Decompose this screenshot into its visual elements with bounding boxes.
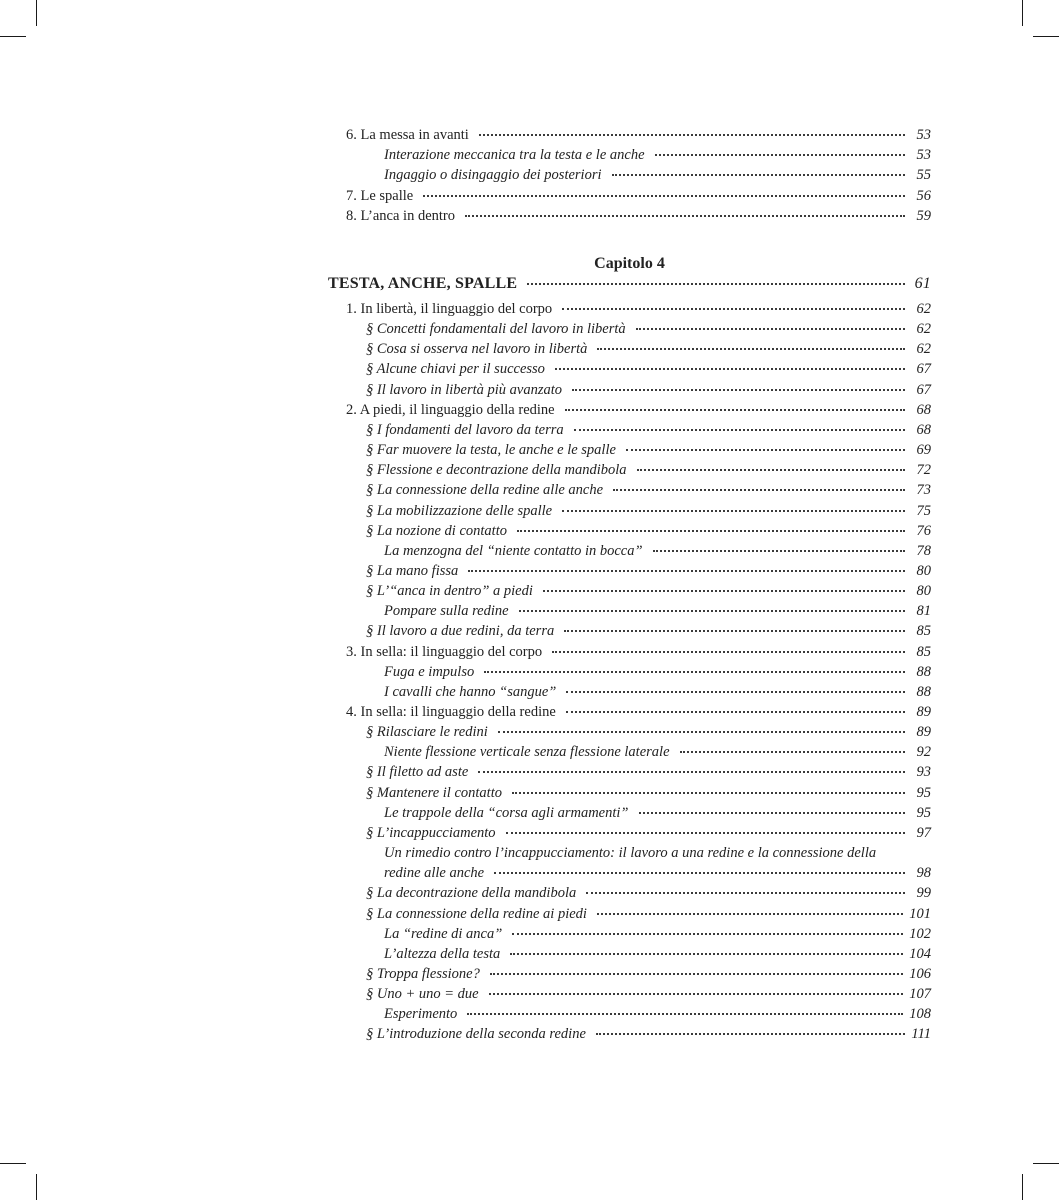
dot-leader bbox=[655, 154, 905, 156]
toc-entry[interactable] bbox=[346, 125, 931, 145]
toc-entry-title: redine alle anche bbox=[384, 865, 485, 882]
dot-leader bbox=[543, 590, 905, 592]
toc-entry[interactable] bbox=[366, 380, 931, 400]
toc-entry-title: § Rilasciare le redini bbox=[366, 724, 488, 741]
toc-entry[interactable] bbox=[384, 145, 931, 165]
dot-leader bbox=[564, 630, 905, 632]
toc-entry-title: § Uno + uno = due bbox=[366, 986, 479, 1003]
toc-entry-page-number: 95 bbox=[916, 804, 931, 821]
toc-entry-page-number: 104 bbox=[909, 945, 931, 962]
toc-entry-title: 7. Le spalle bbox=[346, 187, 414, 204]
toc-entry-page-number: 88 bbox=[916, 663, 931, 680]
toc-entry[interactable] bbox=[366, 1024, 931, 1044]
toc-entry[interactable] bbox=[384, 682, 931, 702]
toc-entry-title: Pompare sulla redine bbox=[384, 603, 509, 620]
dot-leader bbox=[510, 953, 903, 955]
toc-entry-page-number: 101 bbox=[909, 905, 931, 922]
dot-leader bbox=[527, 283, 905, 285]
toc-entry-page-number: 88 bbox=[916, 683, 931, 700]
toc-entry[interactable] bbox=[346, 206, 931, 226]
toc-entry-page-number: 107 bbox=[909, 986, 931, 1003]
toc-entry-title: Le trappole della “corsa agli armamenti” bbox=[384, 804, 629, 821]
toc-entry-title: § Mantenere il contatto bbox=[366, 784, 502, 801]
toc-entry[interactable] bbox=[366, 984, 931, 1004]
toc-entry-title: Ingaggio o disingaggio dei posteriori bbox=[384, 167, 602, 184]
toc-entry[interactable] bbox=[384, 803, 931, 823]
toc-entry-page-number: 108 bbox=[909, 1006, 931, 1023]
toc-entry-page-number: 61 bbox=[914, 275, 931, 292]
toc-entry[interactable] bbox=[366, 319, 931, 339]
dot-leader bbox=[489, 993, 904, 995]
toc-entry-page-number: 98 bbox=[916, 865, 931, 882]
toc-entry[interactable] bbox=[366, 621, 931, 641]
dot-leader bbox=[555, 368, 905, 370]
dot-leader bbox=[519, 610, 905, 612]
toc-entry-title: Niente flessione verticale senza flessione laterale bbox=[384, 744, 670, 761]
toc-entry-page-number: 53 bbox=[916, 147, 931, 164]
toc-entry-page-number: 67 bbox=[916, 361, 931, 378]
toc-entry[interactable] bbox=[346, 642, 931, 662]
chapter-heading: Capitolo 4 bbox=[594, 255, 665, 272]
toc-entry-title: L’altezza della testa bbox=[384, 945, 501, 962]
toc-entry-title: § La connessione della redine alle anche bbox=[366, 482, 604, 499]
toc-entry[interactable] bbox=[346, 299, 931, 319]
toc-entry-title: Esperimento bbox=[384, 1006, 458, 1023]
toc-entry-page-number: 62 bbox=[916, 341, 931, 358]
toc-entry-page-number: 72 bbox=[916, 462, 931, 479]
toc-entry[interactable] bbox=[366, 460, 931, 480]
toc-entry-page-number: 69 bbox=[916, 442, 931, 459]
toc-entry-title: 4. In sella: il linguaggio della redine bbox=[346, 704, 556, 720]
toc-entry-title-first-line: Un rimedio contro l’incappucciamento: il lavoro a una redine e la connessione della bbox=[384, 845, 877, 862]
toc-entry[interactable] bbox=[328, 274, 931, 294]
dot-leader bbox=[498, 731, 905, 733]
toc-entry[interactable] bbox=[346, 702, 931, 722]
dot-leader bbox=[613, 489, 905, 491]
toc-entry-title: § Il lavoro a due redini, da terra bbox=[366, 623, 555, 640]
toc-entry-page-number: 59 bbox=[916, 207, 931, 224]
dot-leader bbox=[636, 328, 905, 330]
toc-entry[interactable] bbox=[366, 420, 931, 440]
toc-entry-page-number: 93 bbox=[916, 764, 931, 781]
toc-entry-title: § Flessione e decontrazione della mandibola bbox=[366, 462, 627, 479]
toc-entry-page-number: 95 bbox=[916, 784, 931, 801]
toc-entry[interactable] bbox=[384, 944, 931, 964]
toc-entry[interactable] bbox=[384, 165, 931, 185]
toc-entry-page-number: 111 bbox=[911, 1026, 931, 1043]
toc-entry-title: § I fondamenti del lavoro da terra bbox=[366, 421, 564, 438]
toc-entry[interactable] bbox=[366, 783, 931, 803]
toc-entry-title: I cavalli che hanno “sangue” bbox=[384, 683, 557, 700]
dot-leader bbox=[494, 872, 905, 874]
toc-entry[interactable] bbox=[366, 883, 931, 903]
toc-entry[interactable] bbox=[366, 561, 931, 581]
dot-leader bbox=[574, 429, 905, 431]
toc-entry-page-number: 102 bbox=[909, 925, 931, 942]
toc-entry-title: La menzogna del “niente contatto in bocca” bbox=[384, 542, 643, 559]
toc-entry-page-number: 89 bbox=[916, 724, 931, 741]
dot-leader bbox=[637, 469, 905, 471]
dot-leader bbox=[566, 711, 905, 713]
toc-entry-page-number: 99 bbox=[916, 885, 931, 902]
toc-entry-title: § La decontrazione della mandibola bbox=[366, 885, 577, 902]
toc-entry-page-number: 76 bbox=[916, 522, 931, 539]
toc-entry-page-number: 97 bbox=[916, 824, 931, 841]
toc-entry[interactable] bbox=[366, 823, 931, 843]
dot-leader bbox=[517, 530, 905, 532]
toc-entry-title: 1. In libertà, il linguaggio del corpo bbox=[346, 301, 553, 317]
dot-leader bbox=[479, 134, 905, 136]
dot-leader bbox=[626, 449, 905, 451]
dot-leader bbox=[597, 348, 905, 350]
dot-leader bbox=[490, 973, 903, 975]
toc-entry-page-number: 92 bbox=[916, 744, 931, 761]
toc-entry[interactable] bbox=[366, 904, 931, 924]
toc-entry-page-number: 78 bbox=[916, 542, 931, 559]
toc-entry[interactable] bbox=[346, 186, 931, 206]
dot-leader bbox=[468, 570, 905, 572]
toc-entry-title: § La connessione della redine ai piedi bbox=[366, 905, 587, 922]
dot-leader bbox=[612, 174, 906, 176]
toc-entry[interactable] bbox=[366, 581, 931, 601]
toc-entry-page-number: 67 bbox=[916, 381, 931, 398]
toc-entry[interactable] bbox=[346, 400, 931, 420]
toc-entry-title: 8. L’anca in dentro bbox=[346, 207, 455, 224]
toc-entry-title: Interazione meccanica tra la testa e le anche bbox=[384, 147, 645, 164]
dot-leader bbox=[596, 1033, 905, 1035]
toc-entry[interactable] bbox=[384, 662, 931, 682]
toc-entry[interactable] bbox=[366, 359, 931, 379]
toc-entry-page-number: 106 bbox=[909, 965, 931, 982]
toc-entry-title: § Concetti fondamentali del lavoro in libertà bbox=[366, 321, 626, 338]
toc-entry-title: § La mano fissa bbox=[366, 562, 459, 579]
dot-leader bbox=[586, 892, 905, 894]
dot-leader bbox=[478, 771, 905, 773]
toc-entry-title: § Il filetto ad aste bbox=[366, 764, 469, 781]
toc-entry[interactable] bbox=[366, 762, 931, 782]
toc-entry-title: § L’introduzione della seconda redine bbox=[366, 1026, 586, 1043]
toc-entry-title: § Cosa si osserva nel lavoro in libertà bbox=[366, 341, 588, 358]
toc-entry-page-number: 80 bbox=[916, 562, 931, 579]
toc-entry[interactable] bbox=[384, 601, 931, 621]
toc-entry-page-number: 85 bbox=[916, 623, 931, 640]
toc-entry-page-number: 56 bbox=[916, 187, 931, 204]
toc-entry-page-number: 68 bbox=[916, 421, 931, 438]
toc-entry-page-number: 68 bbox=[916, 401, 931, 418]
toc-entry-title: § L’incappucciamento bbox=[366, 824, 496, 841]
toc-entry-title: § La mobilizzazione delle spalle bbox=[366, 502, 553, 519]
toc-entry-title: § Troppa flessione? bbox=[366, 965, 480, 982]
toc-entry-page-number: 89 bbox=[916, 704, 931, 720]
dot-leader bbox=[562, 510, 905, 512]
dot-leader bbox=[506, 832, 905, 834]
dot-leader bbox=[552, 651, 905, 653]
toc-entry-page-number: 75 bbox=[916, 502, 931, 519]
toc-entry[interactable] bbox=[384, 863, 931, 883]
toc-entry-title: § Il lavoro in libertà più avanzato bbox=[366, 381, 563, 398]
dot-leader bbox=[467, 1013, 903, 1015]
dot-leader bbox=[565, 409, 905, 411]
toc-entry-title: § L’“anca in dentro” a piedi bbox=[366, 583, 533, 600]
toc-entry[interactable] bbox=[384, 742, 931, 762]
dot-leader bbox=[512, 792, 905, 794]
dot-leader bbox=[597, 913, 903, 915]
dot-leader bbox=[562, 308, 905, 310]
dot-leader bbox=[512, 933, 903, 935]
dot-leader bbox=[484, 671, 905, 673]
toc-entry-title: § Far muovere la testa, le anche e le spalle bbox=[366, 442, 616, 459]
toc-entry-page-number: 85 bbox=[916, 643, 931, 660]
dot-leader bbox=[566, 691, 905, 693]
dot-leader bbox=[423, 195, 905, 197]
toc-entry-title: 3. In sella: il linguaggio del corpo bbox=[346, 643, 543, 660]
toc-entry[interactable] bbox=[366, 501, 931, 521]
toc-entry-page-number: 55 bbox=[916, 167, 931, 184]
toc-entry[interactable] bbox=[366, 480, 931, 500]
toc-entry-title: 2. A piedi, il linguaggio della redine bbox=[346, 401, 555, 418]
toc-entry[interactable] bbox=[366, 521, 931, 541]
toc-entry[interactable] bbox=[366, 722, 931, 742]
toc-entry-page-number: 53 bbox=[916, 127, 931, 143]
dot-leader bbox=[680, 751, 905, 753]
toc-entry-page-number: 73 bbox=[916, 482, 931, 499]
toc-entry-page-number: 62 bbox=[916, 321, 931, 338]
toc-entry-title: § Alcune chiavi per il successo bbox=[366, 361, 545, 378]
toc-entry-title: Fuga e impulso bbox=[384, 663, 475, 680]
toc-entry-page-number: 62 bbox=[916, 301, 931, 317]
dot-leader bbox=[465, 215, 905, 217]
dot-leader bbox=[572, 389, 905, 391]
toc-entry-title: La “redine di anca” bbox=[384, 925, 503, 942]
toc-entry[interactable] bbox=[366, 440, 931, 460]
toc-entry[interactable] bbox=[384, 1004, 931, 1024]
dot-leader bbox=[639, 812, 906, 814]
toc-entry-title: 6. La messa in avanti bbox=[346, 127, 469, 143]
toc-entry[interactable] bbox=[384, 924, 931, 944]
toc-entry-title: § La nozione di contatto bbox=[366, 522, 507, 539]
toc-entry[interactable] bbox=[366, 964, 931, 984]
toc-entry-page-number: 81 bbox=[916, 603, 931, 620]
toc-entry[interactable] bbox=[366, 339, 931, 359]
toc-entry-title: TESTA, ANCHE, SPALLE bbox=[328, 275, 518, 292]
dot-leader bbox=[653, 550, 905, 552]
toc-entry[interactable] bbox=[384, 541, 931, 561]
toc-entry-page-number: 80 bbox=[916, 583, 931, 600]
